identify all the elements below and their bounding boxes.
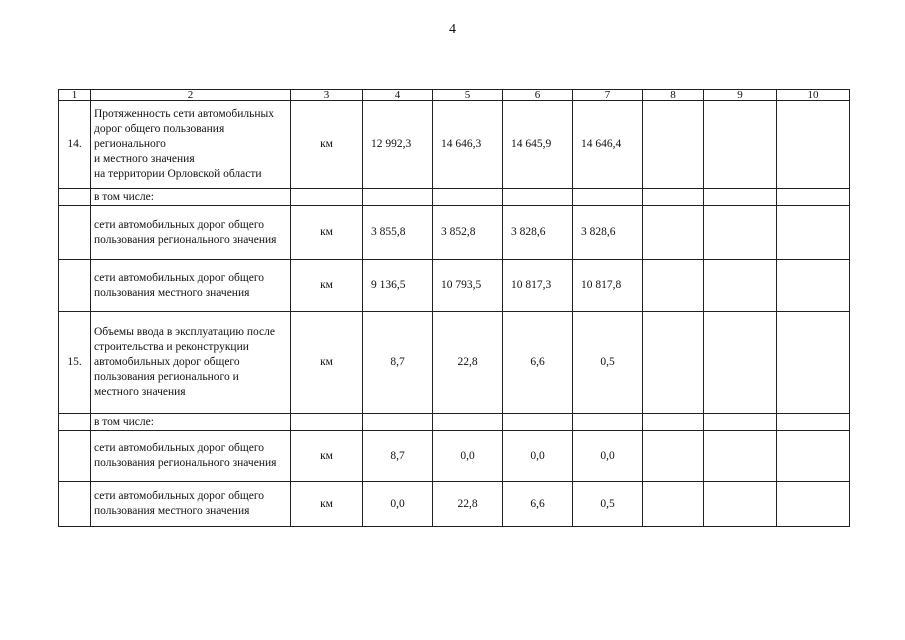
value-cell — [573, 414, 643, 431]
value-cell — [777, 101, 850, 189]
column-number-row — [59, 90, 850, 101]
description-line: Объемы ввода в эксплуатацию после — [94, 326, 275, 339]
value-cell — [704, 189, 777, 206]
value-cell — [643, 414, 704, 431]
value-cell — [643, 431, 704, 482]
row-number — [59, 206, 91, 260]
unit-cell — [291, 189, 363, 206]
description-line: сети автомобильных дорог общего — [94, 490, 265, 503]
unit-cell: км — [291, 206, 363, 260]
description-line: сети автомобильных дорог общего — [94, 218, 265, 231]
value-cell — [777, 414, 850, 431]
value-cell — [363, 414, 433, 431]
description-line: сети автомобильных дорог общего — [94, 442, 265, 455]
description-line: пользования регионального значения — [94, 457, 277, 469]
value-cell — [643, 260, 704, 312]
value-cell — [503, 189, 573, 206]
value-cell — [704, 312, 777, 414]
table-row — [59, 312, 850, 414]
column-header: 5 — [433, 90, 503, 101]
row-description — [91, 206, 291, 260]
value-cell — [777, 312, 850, 414]
unit-cell: км — [291, 482, 363, 527]
description-line: Протяженность сети автомобильных — [94, 108, 275, 121]
description-line: местного значения — [94, 385, 186, 398]
value-cell: 14 646,3 — [433, 101, 503, 189]
table-row — [59, 431, 850, 482]
row-number: 14. — [59, 101, 91, 189]
unit-cell: км — [291, 260, 363, 312]
description-line: и местного значения — [94, 152, 195, 165]
column-header: 10 — [777, 90, 850, 101]
table-row — [59, 482, 850, 527]
description-line: строительства и реконструкции — [94, 341, 249, 354]
unit-cell: км — [291, 431, 363, 482]
value-cell — [643, 101, 704, 189]
description-line: в том числе: — [94, 190, 154, 203]
value-cell: 0,0 — [433, 431, 503, 482]
row-number — [59, 482, 91, 527]
value-cell: 12 992,3 — [363, 101, 433, 189]
value-cell — [643, 189, 704, 206]
unit-cell: км — [291, 312, 363, 414]
value-cell: 0,0 — [573, 431, 643, 482]
description-line: на территории Орловской области — [94, 167, 262, 180]
description-line: в том числе: — [94, 415, 154, 428]
row-number — [59, 414, 91, 431]
page-number: 4 — [449, 22, 456, 37]
value-cell — [777, 260, 850, 312]
row-number — [59, 431, 91, 482]
value-cell: 14 646,4 — [573, 101, 643, 189]
table-row — [59, 101, 850, 189]
row-description — [91, 260, 291, 312]
value-cell: 22,8 — [433, 482, 503, 527]
value-cell — [704, 482, 777, 527]
indicator-table — [58, 89, 850, 527]
value-cell: 8,7 — [363, 431, 433, 482]
row-description — [91, 101, 291, 189]
value-cell: 0,0 — [503, 431, 573, 482]
value-cell: 14 645,9 — [503, 101, 573, 189]
table-row — [59, 189, 850, 206]
value-cell — [643, 206, 704, 260]
value-cell — [573, 189, 643, 206]
column-header: 9 — [704, 90, 777, 101]
value-cell — [643, 312, 704, 414]
unit-cell — [291, 414, 363, 431]
row-number — [59, 189, 91, 206]
value-cell: 0,0 — [363, 482, 433, 527]
description-line: сети автомобильных дорог общего — [94, 271, 265, 284]
value-cell: 6,6 — [503, 312, 573, 414]
value-cell — [777, 431, 850, 482]
description-line: регионального — [94, 138, 166, 151]
value-cell: 8,7 — [363, 312, 433, 414]
value-cell — [704, 431, 777, 482]
value-cell — [777, 189, 850, 206]
value-cell: 10 817,8 — [573, 260, 643, 312]
value-cell: 10 817,3 — [503, 260, 573, 312]
value-cell — [363, 189, 433, 206]
column-header: 3 — [291, 90, 363, 101]
value-cell — [503, 414, 573, 431]
value-cell: 10 793,5 — [433, 260, 503, 312]
value-cell: 6,6 — [503, 482, 573, 527]
table-row — [59, 260, 850, 312]
table-row — [59, 414, 850, 431]
value-cell — [433, 414, 503, 431]
value-cell — [643, 482, 704, 527]
description-line: пользования местного значения — [94, 505, 250, 517]
value-cell — [704, 414, 777, 431]
value-cell: 9 136,5 — [363, 260, 433, 312]
row-description — [91, 431, 291, 482]
value-cell: 0,5 — [573, 312, 643, 414]
column-header: 4 — [363, 90, 433, 101]
value-cell: 3 852,8 — [433, 206, 503, 260]
value-cell: 3 828,6 — [503, 206, 573, 260]
table-row — [59, 206, 850, 260]
row-number: 15. — [59, 312, 91, 414]
value-cell — [704, 260, 777, 312]
column-header: 2 — [91, 90, 291, 101]
column-header: 8 — [643, 90, 704, 101]
value-cell — [777, 482, 850, 527]
value-cell — [704, 101, 777, 189]
description-line: дорог общего пользования — [94, 123, 225, 136]
value-cell — [433, 189, 503, 206]
value-cell: 3 828,6 — [573, 206, 643, 260]
description-line: пользования регионального значения — [94, 233, 277, 246]
value-cell: 0,5 — [573, 482, 643, 527]
unit-cell: км — [291, 101, 363, 189]
value-cell: 3 855,8 — [363, 206, 433, 260]
row-description — [91, 189, 291, 206]
value-cell — [704, 206, 777, 260]
row-description — [91, 414, 291, 431]
value-cell: 22,8 — [433, 312, 503, 414]
description-line: пользования местного значения — [94, 286, 250, 299]
column-header: 1 — [59, 90, 91, 101]
column-header: 7 — [573, 90, 643, 101]
column-header: 6 — [503, 90, 573, 101]
row-number — [59, 260, 91, 312]
description-line: пользования регионального и — [94, 370, 239, 383]
row-description — [91, 312, 291, 414]
description-line: автомобильных дорог общего — [94, 356, 240, 369]
value-cell — [777, 206, 850, 260]
row-description — [91, 482, 291, 527]
